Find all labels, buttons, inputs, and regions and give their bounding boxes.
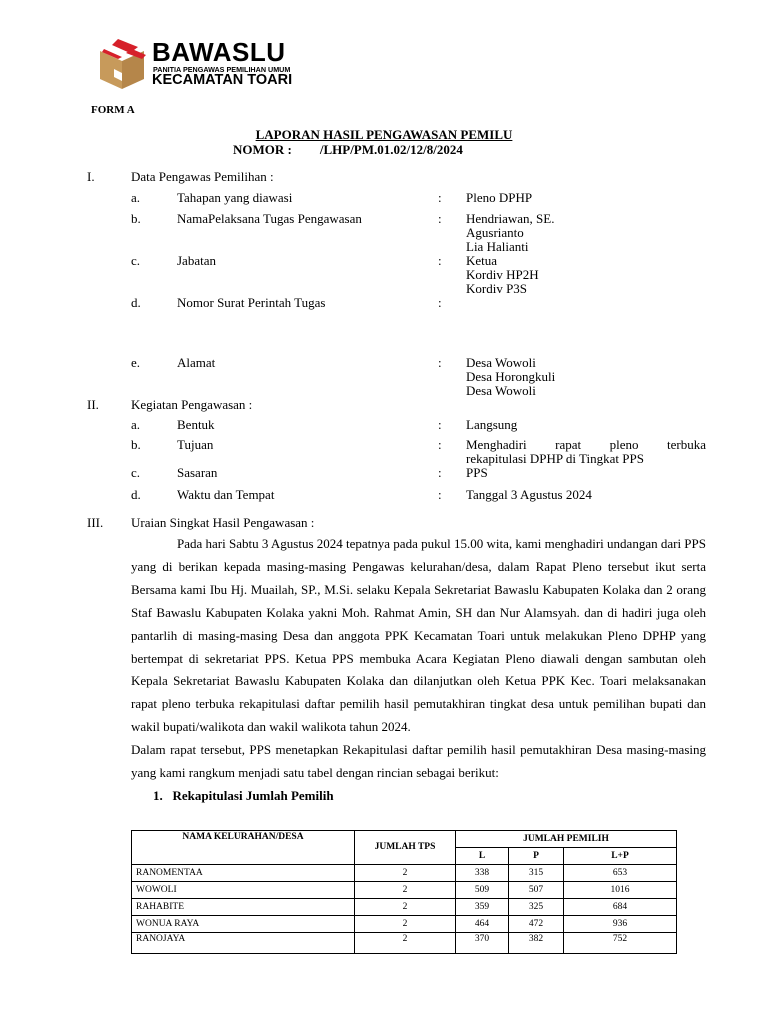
rekap-heading: 1. Rekapitulasi Jumlah Pemilih — [153, 788, 334, 803]
item-label: Tujuan — [177, 437, 214, 452]
cell-p: 315 — [509, 865, 564, 882]
cell-tps: 2 — [355, 899, 456, 916]
cell-lp: 1016 — [564, 882, 677, 899]
item-label: Nomor Surat Perintah Tugas — [177, 295, 326, 310]
cell-l: 464 — [456, 916, 509, 933]
cell-l: 509 — [456, 882, 509, 899]
item-letter: d. — [131, 487, 141, 502]
report-number — [233, 142, 633, 158]
item-label: Alamat — [177, 355, 216, 370]
item-value-line2: rekapitulasi DPHP di Tingkat PPS — [466, 451, 644, 466]
section2-heading: Kegiatan Pengawasan : — [131, 397, 253, 412]
section3-num: III. — [87, 515, 104, 530]
item-colon: : — [438, 355, 442, 370]
item-value: Tanggal 3 Agustus 2024 — [466, 487, 592, 502]
summary-paragraph — [131, 533, 706, 785]
item-label: Bentuk — [177, 417, 215, 432]
item-letter: b. — [131, 437, 141, 452]
paragraph-2: Dalam rapat tersebut, PPS menetapkan Rekapitulasi daftar pemilih hasil pemutakhiran Desa masing-masing yang kami rangkum menjadi satu tabel dengan rincian sebagai berikut: — [131, 742, 706, 781]
item-colon: : — [438, 211, 442, 226]
report-title: LAPORAN HASIL PENGAWASAN PEMILU — [255, 127, 513, 142]
header-lp: L+P — [564, 848, 677, 865]
item-colon: : — [438, 487, 442, 502]
cell-desa: RANOJAYA — [132, 933, 355, 954]
table-row — [132, 933, 677, 954]
cell-tps: 2 — [355, 916, 456, 933]
header-desa: NAMA KELURAHAN/DESA — [132, 831, 355, 865]
bawaslu-emblem-icon — [96, 37, 150, 91]
cell-p: 382 — [509, 933, 564, 954]
cell-p: 507 — [509, 882, 564, 899]
table-row — [132, 882, 677, 899]
item-colon: : — [438, 190, 442, 205]
cell-l: 370 — [456, 933, 509, 954]
cell-desa: WOWOLI — [132, 882, 355, 899]
cell-desa: WONUA RAYA — [132, 916, 355, 933]
item-label: NamaPelaksana Tugas Pengawasan — [177, 211, 362, 226]
nomor-label: NOMOR : — [233, 142, 292, 157]
paragraph-1: Pada hari Sabtu 3 Agustus 2024 tepatnya pada pukul 15.00 wita, kami menghadiri undangan dari PPS yang di berikan kepada masing-masing Pengawas kelurahan/desa, dalam Rapat Pleno tersebut ikut serta Bersama kami Ibu Hj. Muailah, SP., M.Si. selaku Kepala Sekretariat Bawaslu Kabupaten Kolaka dan 2 orang Staf Bawaslu Kabupaten Kolaka yakni Moh. Rahmat Amin, SH dan Nur Alamsyah. dan di hadiri juga oleh pantarlih di masing-masing Desa dan anggota PPK Kecamatan Toari untuk melakukan Pleno DPHP yang bertempat di sekretariat PPS. Ketua PPS membuka Acara Kegiatan Pleno diawali dengan sambutan oleh Kepala Sekretariat Bawaslu Kabupaten Kolaka dan dilanjutkan oleh Ketua PPK Kec. Toari melaksanakan rapat pleno terbuka rekapitulasi daftar pemilih hasil pemutakhiran tingkat desa untuk pemilihan bupati dan wakil bupati/walikota dan wakil walikota tahun 2024. — [131, 536, 706, 735]
item-letter: a. — [131, 417, 141, 432]
cell-tps: 2 — [355, 865, 456, 882]
header-p: P — [509, 848, 564, 865]
item-value: Ketua — [466, 253, 498, 268]
section1-heading: Data Pengawas Pemilihan : — [131, 169, 274, 184]
cell-p: 472 — [509, 916, 564, 933]
logo-region: KECAMATAN TOARI — [152, 72, 293, 88]
nomor-value: /LHP/PM.01.02/12/8/2024 — [319, 142, 463, 157]
table-row — [132, 899, 677, 916]
table-row — [132, 916, 677, 933]
cell-lp: 684 — [564, 899, 677, 916]
table-row — [132, 865, 677, 882]
logo-subtitle: PANITIA PENGAWAS PEMILIHAN UMUM — [153, 65, 291, 74]
cell-l: 359 — [456, 899, 509, 916]
item-value: Hendriawan, SE. — [466, 211, 555, 226]
item-value: Agusrianto — [466, 225, 524, 240]
cell-lp: 653 — [564, 865, 677, 882]
item-value: Lia Halianti — [466, 239, 529, 254]
item-value: Desa Wowoli — [466, 383, 536, 398]
item-letter: c. — [131, 253, 141, 268]
item-label: Waktu dan Tempat — [177, 487, 275, 502]
item-label: Sasaran — [177, 465, 218, 480]
cell-tps: 2 — [355, 882, 456, 899]
cell-tps: 2 — [355, 933, 456, 954]
item-value: Kordiv P3S — [466, 281, 528, 296]
cell-desa: RANOMENTAA — [132, 865, 355, 882]
section2-num: II. — [87, 397, 99, 412]
item-letter: c. — [131, 465, 141, 480]
item-colon: : — [438, 417, 442, 432]
item-value: Menghadiri rapat pleno terbuka — [466, 437, 706, 452]
item-colon: : — [438, 465, 442, 480]
item-colon: : — [438, 253, 442, 268]
cell-p: 325 — [509, 899, 564, 916]
item-colon: : — [438, 437, 442, 452]
bawaslu-logo — [96, 37, 316, 93]
item-colon: : — [438, 295, 442, 310]
cell-lp: 752 — [564, 933, 677, 954]
rekap-table — [131, 830, 677, 954]
item-letter: d. — [131, 295, 141, 310]
cell-desa: RAHABITE — [132, 899, 355, 916]
section3-heading: Uraian Singkat Hasil Pengawasan : — [131, 515, 315, 530]
section1-num: I. — [87, 169, 95, 184]
item-label: Jabatan — [177, 253, 216, 268]
item-label: Tahapan yang diawasi — [177, 190, 293, 205]
item-value: PPS — [466, 465, 488, 480]
item-value: Desa Wowoli — [466, 355, 536, 370]
header-tps: JUMLAH TPS — [355, 831, 456, 865]
item-value: Langsung — [466, 417, 518, 432]
item-value: Kordiv HP2H — [466, 267, 539, 282]
item-letter: e. — [131, 355, 141, 370]
header-l: L — [456, 848, 509, 865]
item-value: Desa Horongkuli — [466, 369, 556, 384]
item-letter: b. — [131, 211, 141, 226]
item-value: Pleno DPHP — [466, 190, 533, 205]
cell-lp: 936 — [564, 916, 677, 933]
logo-name: BAWASLU — [152, 37, 286, 67]
form-label: FORM A — [91, 104, 135, 116]
item-letter: a. — [131, 190, 141, 205]
cell-l: 338 — [456, 865, 509, 882]
header-pemilih: JUMLAH PEMILIH — [456, 831, 677, 848]
